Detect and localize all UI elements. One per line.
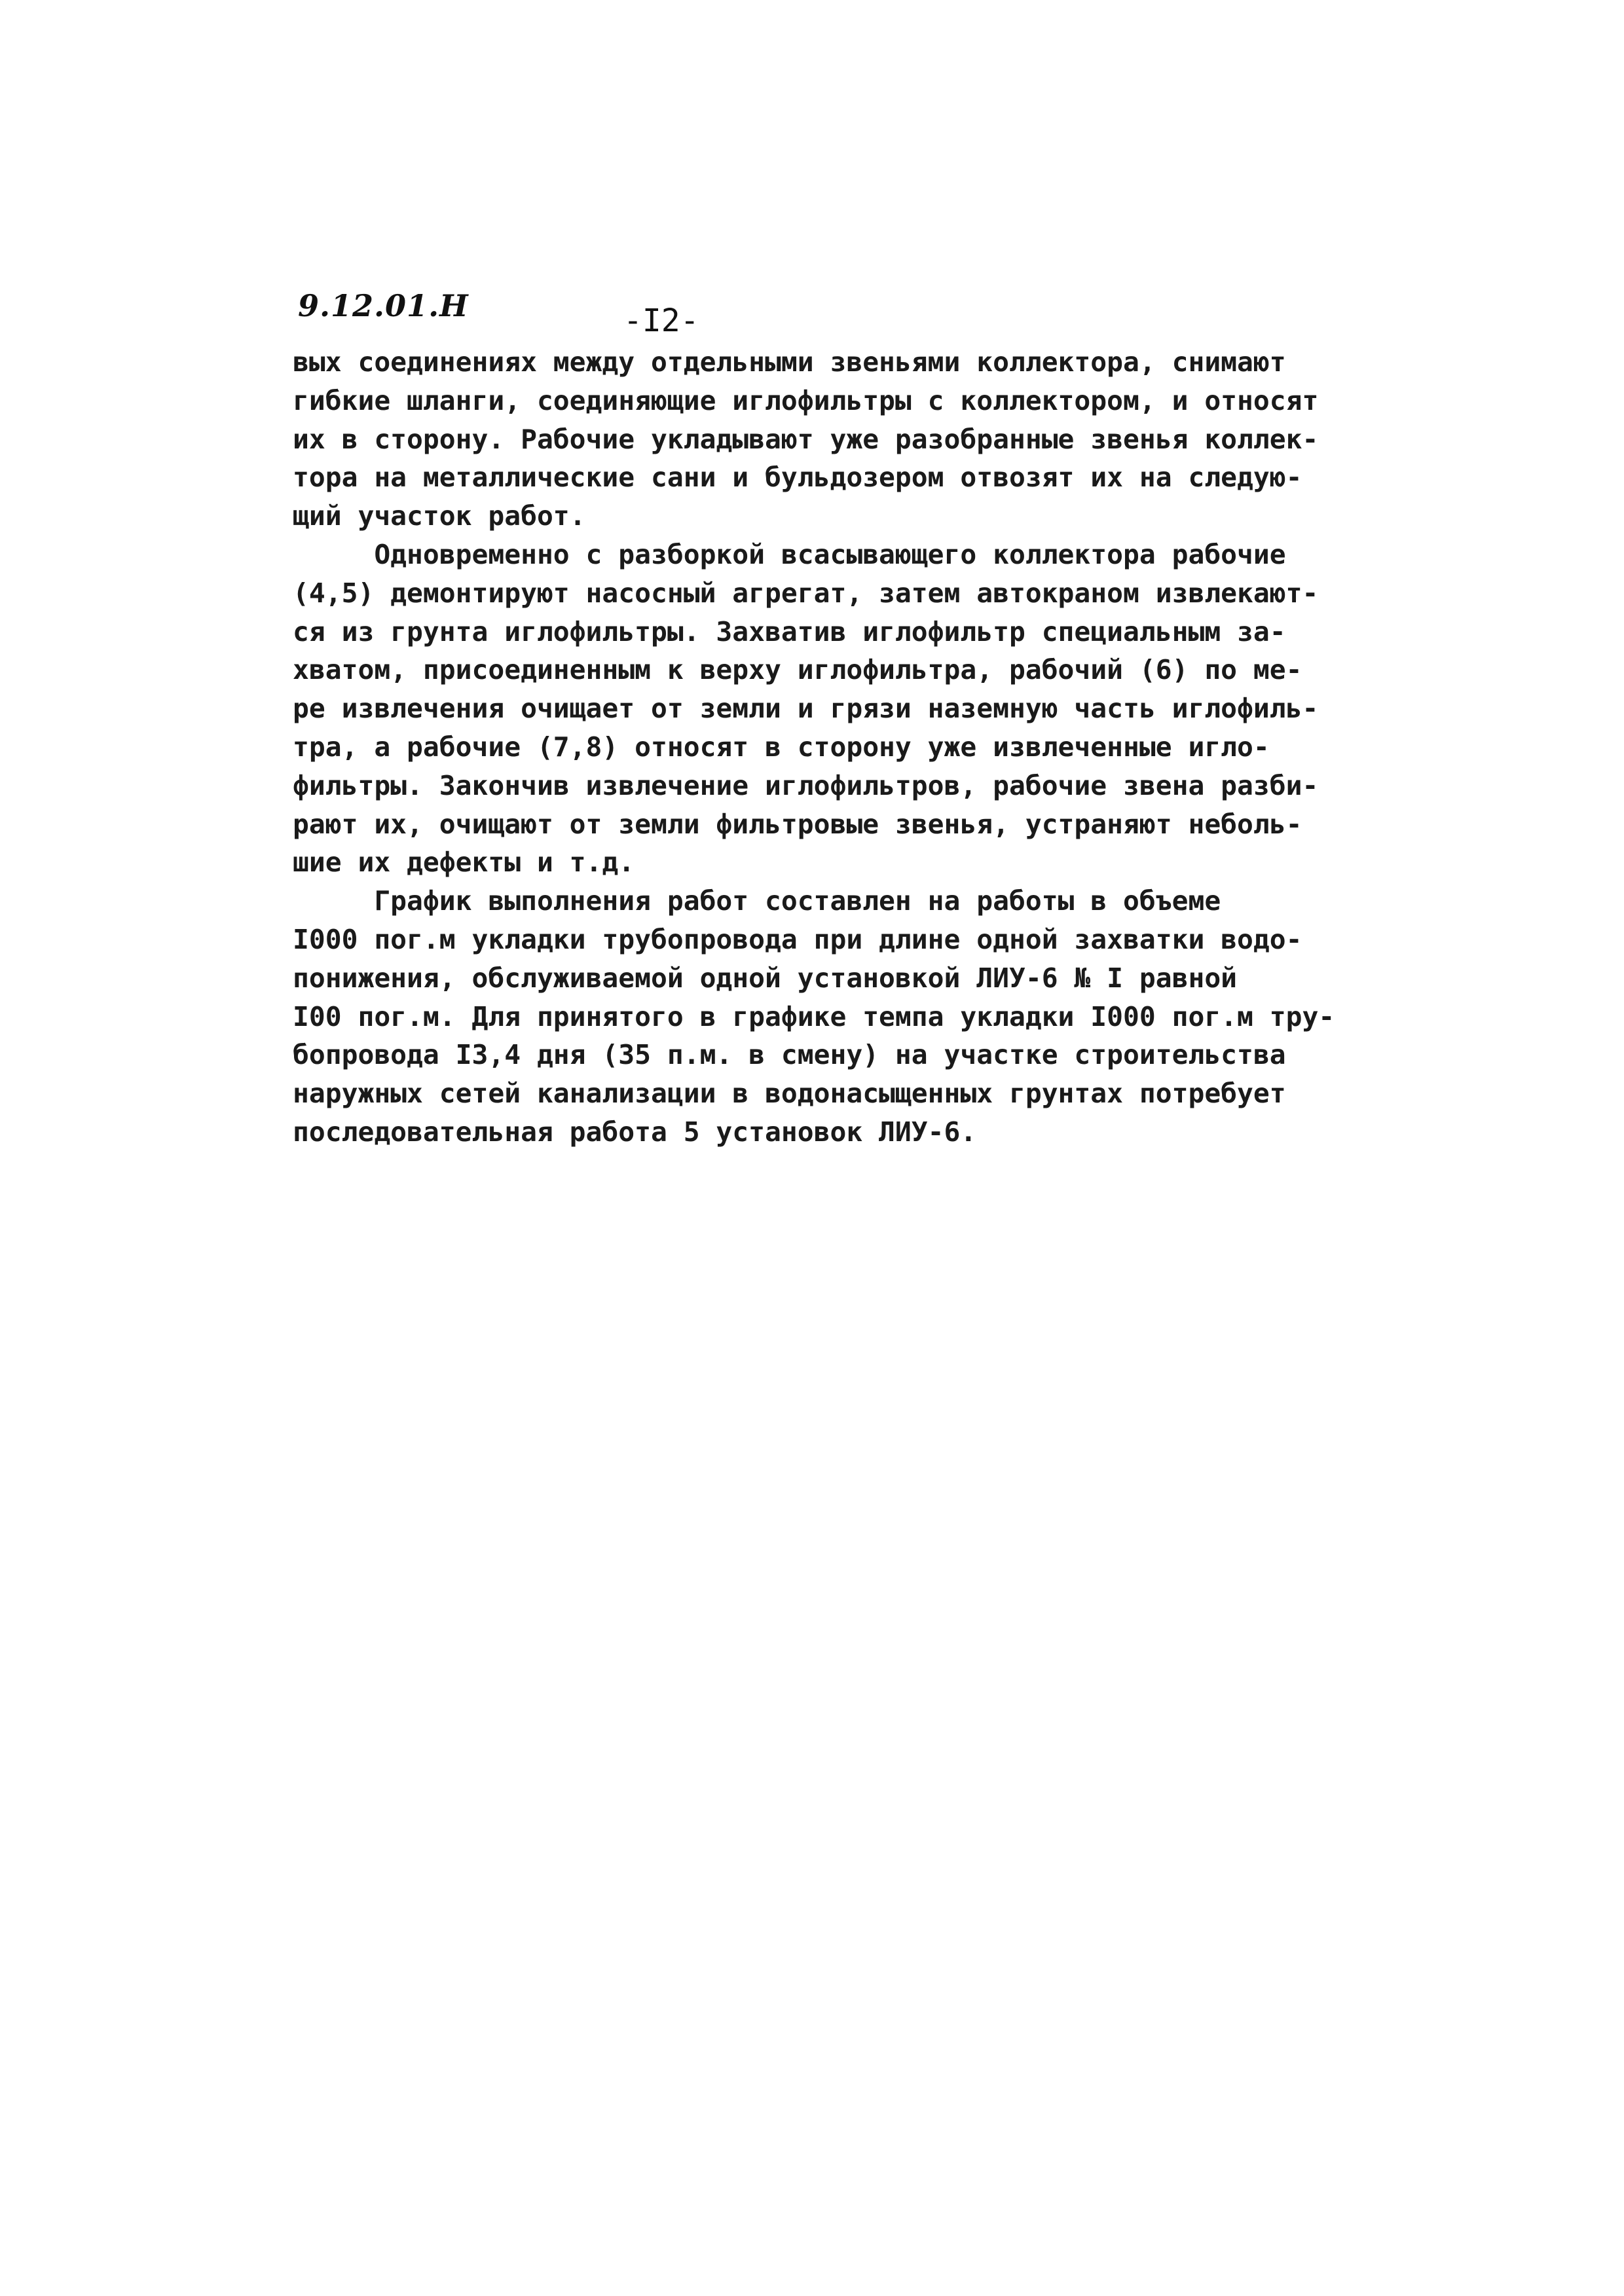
text-line: вых соединениях между отдельными звеньями коллектора, снимают <box>293 346 1286 378</box>
text-line: ре извлечения очищает от земли и грязи наземную часть иглофиль- <box>293 693 1319 725</box>
text-line: последовательная работа 5 установок ЛИУ-6. <box>293 1116 977 1148</box>
body-text <box>293 343 1367 1152</box>
text-line: гибкие шланги, соединяющие иглофильтры с коллектором, и относят <box>293 384 1319 416</box>
text-line: Одновременно с разборкой всасывающего коллектора рабочие <box>293 538 1286 570</box>
text-line: ся из грунта иглофильтры. Захватив иглофильтр специальным за- <box>293 615 1286 647</box>
text-line: их в сторону. Рабочие укладывают уже разобранные звенья коллек- <box>293 423 1319 455</box>
text-line: тра, а рабочие (7,8) относят в сторону уже извлеченные игло- <box>293 731 1270 763</box>
text-line: бопровода I3,4 дня (35 п.м. в смену) на участке строительства <box>293 1039 1286 1071</box>
text-line: понижения, обслуживаемой одной установкой ЛИУ-6 № I равной <box>293 962 1238 994</box>
text-line: (4,5) демонтируют насосный агрегат, затем автокраном извлекают- <box>293 577 1319 609</box>
text-line: рают их, очищают от земли фильтровые звенья, устраняют неболь- <box>293 808 1302 840</box>
text-line: щий участок работ. <box>293 500 586 532</box>
text-line: наружных сетей канализации в водонасыщенных грунтах потребует <box>293 1078 1286 1110</box>
text-line: График выполнения работ составлен на работы в объеме <box>293 885 1221 917</box>
text-line: тора на металлические сани и бульдозером отвозят их на следую- <box>293 462 1302 494</box>
text-line: I000 пог.м укладки трубопровода при длине одной захватки водо- <box>293 923 1302 955</box>
page-number: -I2- <box>623 302 699 339</box>
document-code: 9.12.01.Н <box>298 288 469 323</box>
text-line: фильтры. Закончив извлечение иглофильтров, рабочие звена разби- <box>293 769 1319 801</box>
text-line: I00 пог.м. Для принятого в графике темпа укладки I000 пог.м тру- <box>293 1000 1335 1032</box>
text-line: шие их дефекты и т.д. <box>293 847 635 879</box>
text-line: хватом, присоединенным к верху иглофильтра, рабочий (6) по ме- <box>293 654 1302 686</box>
